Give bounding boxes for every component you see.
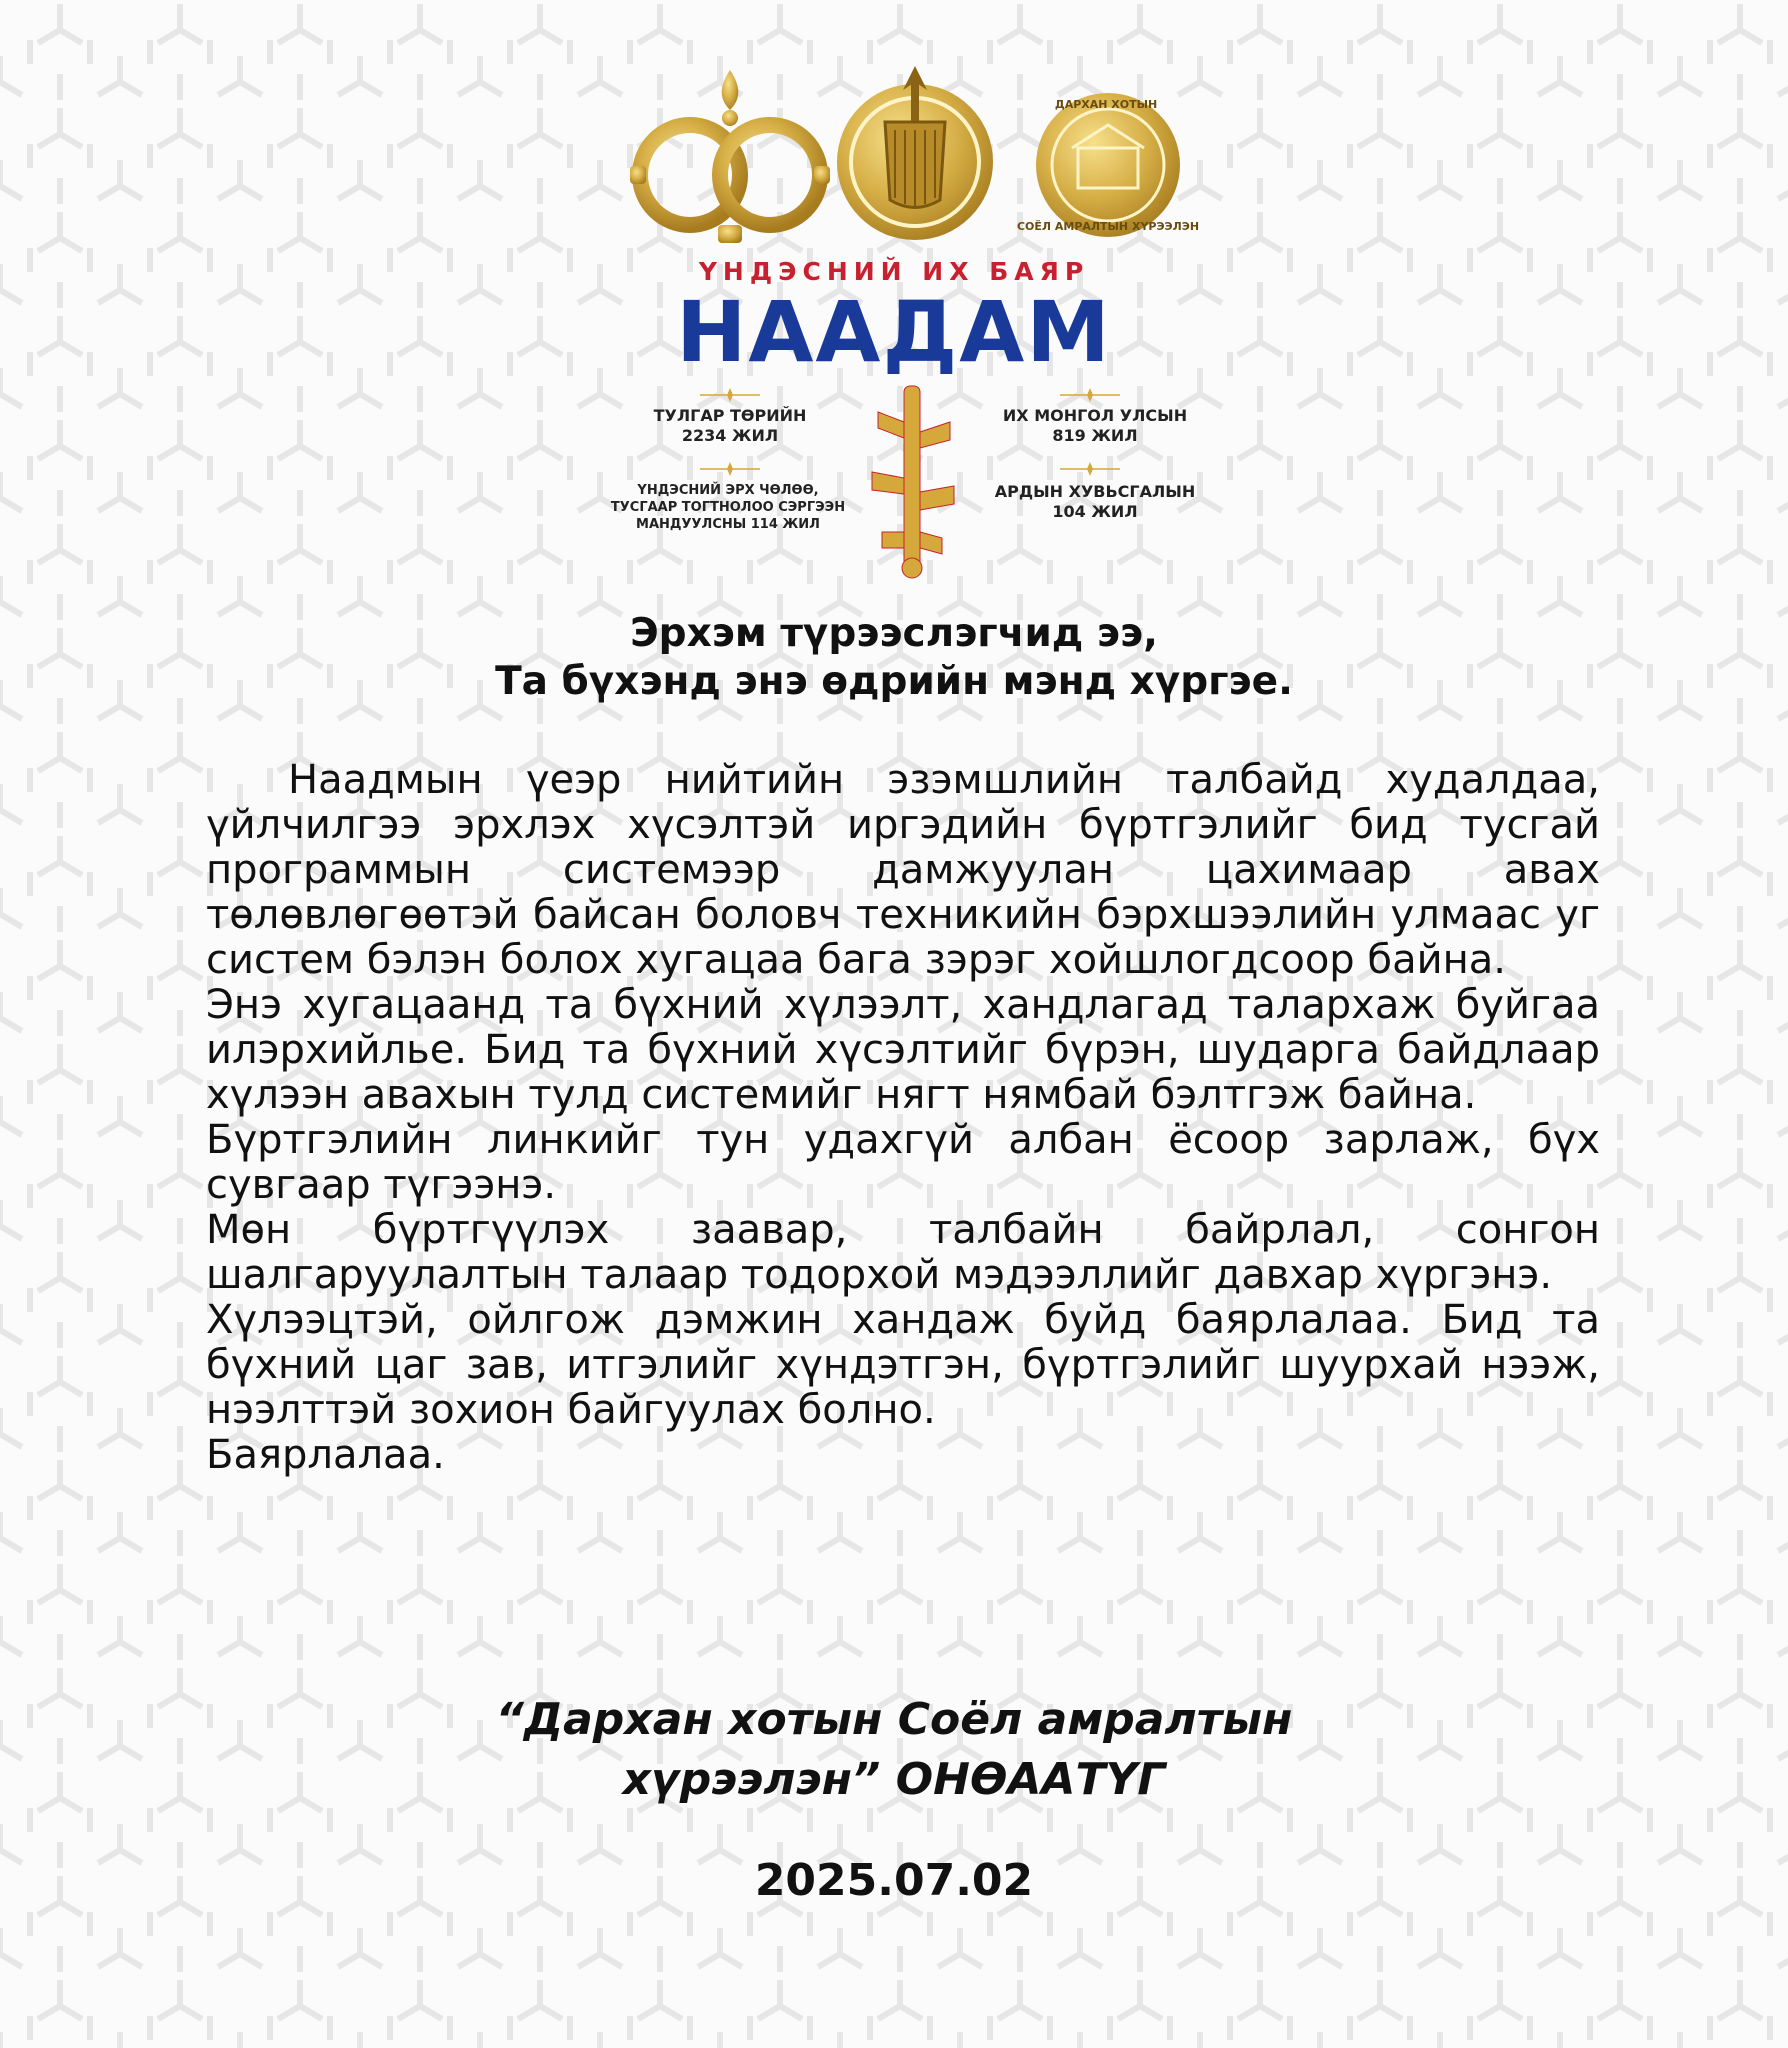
sparkle-icon <box>1060 462 1120 476</box>
mongol-script-emblem-icon <box>838 382 988 582</box>
letter-greeting: Эрхэм түрээслэгчид ээ, Та бүхэнд энэ өдрийн мэнд хүргэе. <box>495 611 1293 704</box>
sparkle-icon <box>700 462 760 476</box>
letter-closing: Баярлалаа. <box>206 1432 445 1478</box>
naadam-title: НААДАМ <box>676 283 1112 381</box>
stat-great-mongol-state: ИХ МОНГОЛ УЛСЫН 819 ЖИЛ <box>1002 406 1188 445</box>
header-logos <box>0 0 1788 260</box>
rings-emblem-icon <box>630 70 830 243</box>
darkhan-park-seal-icon <box>1017 93 1199 237</box>
festival-subtitle: ҮНДЭСНИЙ ИХ БАЯР <box>698 257 1090 286</box>
letter-date: 2025.07.02 <box>754 1855 1034 1906</box>
letter-signature: “Дархан хотын Соёл амралтын хүрээлэн” ОНӨААТҮГ <box>495 1694 1293 1805</box>
sparkle-icon <box>700 388 760 402</box>
letter-paragraph: Мөн бүртгүүлэх заавар, талбайн байрлал, сонгон шалгаруулалтын талаар тодорхой мэдээллийг давхар хүргэнэ. <box>206 1207 1600 1298</box>
letter-paragraph: Хүлээцтэй, ойлгож дэмжин хандаж буйд баярлалаа. Бид та бүхний цаг зав, итгэлийг хүндэтгэн, бүртгэлийг шуурхай нээж, нээлттэй зохион байгуулах болно. <box>206 1297 1600 1433</box>
sulde-banner-emblem-icon <box>837 66 993 240</box>
letter-body <box>206 758 1600 1478</box>
stat-independence: ҮНДЭСНИЙ ЭРХ ЧӨЛӨӨ, ТУСГААР ТОГТНОЛОО СЭРГЭЭН МАНДУУЛСНЫ 114 ЖИЛ <box>610 483 846 532</box>
svg-text:ДАРХАН ХОТЫН СОЁЛ АМРАЛТ: ДАРХАН ХОТЫН СОЁЛ АМРАЛТЫН ХҮРЭЭЛЭН <box>1016 98 1200 233</box>
stat-peoples-revolution: АРДЫН ХУВЬСГАЛЫН 104 ЖИЛ <box>994 482 1196 521</box>
sparkle-icon <box>1060 388 1120 402</box>
letter-paragraph: Энэ хугацаанд та бүхний хүлээлт, хандлагад талархаж буйгаа илэрхийлье. Бид та бүхний хүсэлтийг бүрэн, шударга байдлаар хүлээн авахын тулд системийг нягт нямбай бэлтгэж байна. <box>206 982 1600 1118</box>
stat-tulgar-state: ТУЛГАР ТӨРИЙН 2234 ЖИЛ <box>653 406 807 445</box>
letter-paragraph: Наадмын үеэр нийтийн эзэмшлийн талбайд худалдаа, үйлчилгээ эрхлэх хүсэлтэй иргэдийн бүртгэлийг бид тусгай программын системээр дамжуулан цахимаар авах төлөвлөгөөтэй байсан боловч техникийн бэрхшээлийн улмаас уг систем бэлэн болох хугацаа бага зэрэг хойшлогдсоор байна. <box>206 757 1600 983</box>
letter-paragraph: Бүртгэлийн линкийг тун удахгүй албан ёсоор зарлаж, бүх сувгаар түгээнэ. <box>206 1117 1600 1208</box>
